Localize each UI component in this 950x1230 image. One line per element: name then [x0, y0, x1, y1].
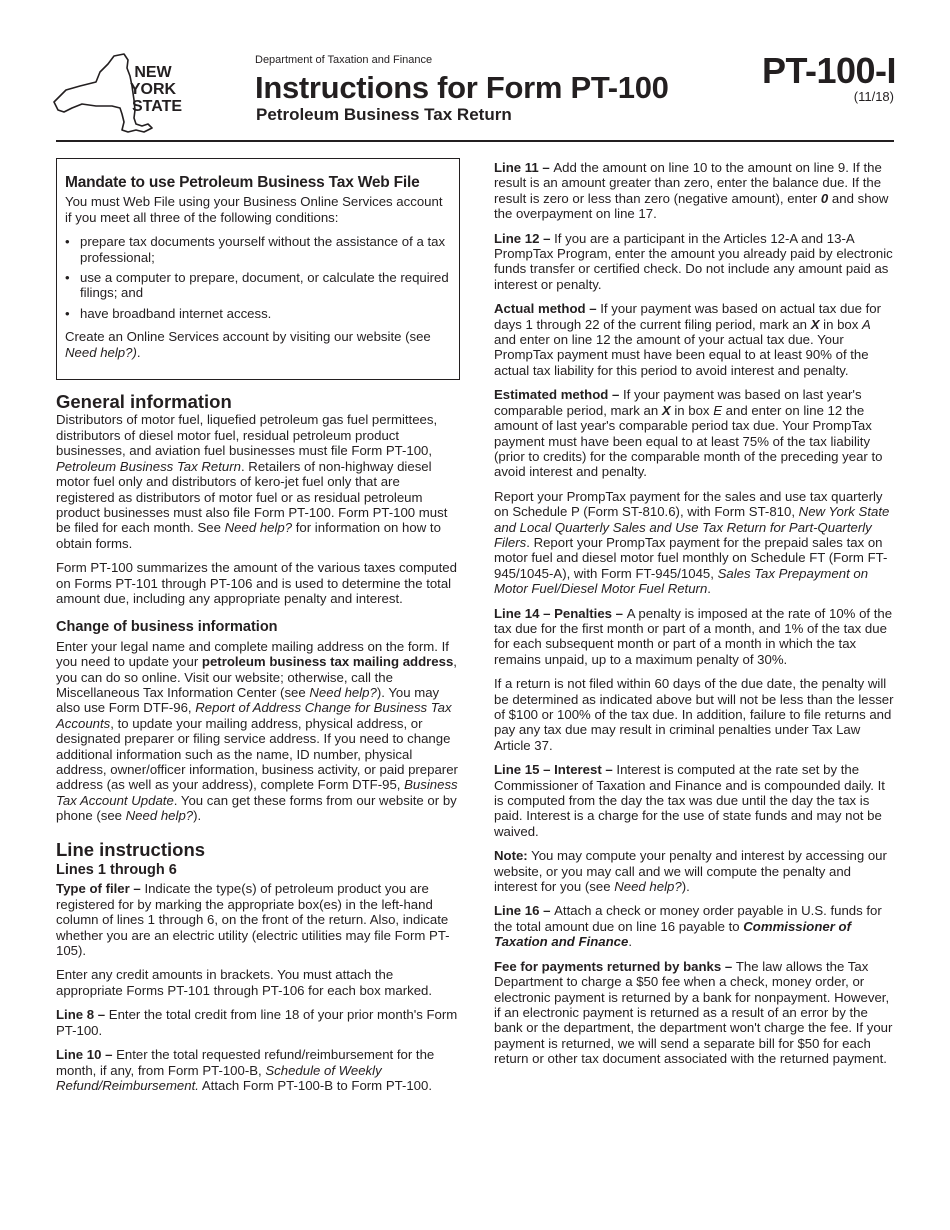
text-run: Indicate the type(s) of petroleum product you are registered for by marking the appropriate box(es) in the left-hand column of lines 1 through 6, on the front of the return. Also, indicate whether you are an electric utility (electric utilities may file Form PT-105).: [56, 881, 450, 959]
form-title-ref: Report of Address Change for Business Tax Accounts: [56, 700, 452, 731]
text-run: Enter the total credit from line 18 of your prior month's Form PT-100.: [56, 1007, 458, 1038]
text-run: You may compute your penalty and interest by accessing our website, or you may call and we will compute the penalty and interest for you (see: [494, 848, 887, 895]
right-column: [494, 160, 896, 1076]
line-14-paragraph: [494, 606, 896, 668]
x-mark: X: [810, 316, 820, 332]
bold-run: Type of filer –: [56, 881, 145, 897]
department-name: Department of Taxation and Finance: [255, 54, 433, 66]
text-run: in box: [670, 402, 714, 418]
bold-run: Actual method –: [494, 301, 601, 317]
text-run: If your payment was based on last year's comparable period, mark an: [494, 387, 862, 418]
bold-run: Line 15 – Interest –: [494, 762, 617, 778]
form-title-ref: Petroleum Business Tax Return: [56, 458, 241, 474]
report-promptax-paragraph: [494, 489, 896, 597]
bold-run: Line 14 – Penalties –: [494, 605, 627, 621]
change-business-heading: Change of business information: [56, 619, 278, 636]
text-run: , to update your mailing address, physical address, or designated preparer or filing service address. If you need to change additional information such as the name, ID number, physical address, owner/officer information, business activity, or paid preparer address (as well as your address), complete Form DTF-95,: [56, 715, 458, 793]
box-letter: A: [862, 316, 871, 332]
new-york-state-logo: [52, 52, 188, 134]
page-title: Instructions for Form PT-100: [255, 70, 669, 105]
text-run: Enter your legal name and complete mailing address on the form. If you need to update your: [56, 638, 449, 670]
bold-run: Line 12 –: [494, 230, 555, 246]
need-help-reference: Need help?: [614, 879, 682, 895]
mandate-conditions-list: [65, 234, 451, 321]
line-12-paragraph: [494, 231, 896, 293]
text-run: , you can do so online. Visit our website; otherwise, call the Miscellaneous Tax Information Center (see: [56, 654, 457, 700]
line-15-paragraph: [494, 762, 896, 839]
mandate-box: [56, 158, 460, 380]
line-11-paragraph: [494, 160, 896, 222]
type-of-filer-paragraph: [56, 881, 460, 958]
text-run: Enter the total requested refund/reimbursement for the month, if any, from Form PT-100-B,: [56, 1047, 435, 1078]
text-run: The law allows the Tax Department to charge a $50 fee when a check, money order, or electronic payment is returned by a bank for nonpayment. However, if an electronic payment is returned as a result of an error by the bank or the department, the department won't charge the fee. If your payment is returned, we will send a separate bill for $50 for each return or other tax document associated with the returned payment.: [494, 958, 893, 1067]
bold-run: Estimated method –: [494, 387, 623, 403]
text-run: Attach a check or money order payable in U.S. funds for the total amount due on line 16 payable to: [494, 903, 882, 934]
estimated-method-paragraph: [494, 387, 896, 479]
actual-method-paragraph: [494, 301, 896, 378]
general-info-paragraph: [56, 412, 460, 551]
line-16-paragraph: [494, 903, 896, 949]
mandate-closing: [65, 329, 451, 360]
list-item: • use a computer to prepare, document, or calculate the required filings; and: [65, 270, 451, 301]
text-run: ). You may also use Form DTF-96,: [56, 684, 440, 716]
credit-amounts-paragraph: Enter any credit amounts in brackets. You must attach the appropriate Forms PT-101 through PT-106 for each box marked.: [56, 967, 433, 998]
text-run: Attach Form PT-100-B to Form PT-100.: [198, 1077, 432, 1093]
text-run: . Retailers of non-highway diesel motor fuel only and distributors of kero-jet fuel only that are registered as distributors of motor fuel or as residual petroleum product businesses must also file Form PT-100. Form PT-100 must be filed for each month. See: [56, 458, 448, 536]
late-filing-paragraph: If a return is not filed within 60 days of the due date, the penalty will be determined as indicated above but will not be less than the lesser of $100 or 100% of the tax due. In addition, failure to file returns and pay any tax due may result in criminal penalties under Tax Law Article 37.: [494, 676, 894, 753]
mandate-intro: You must Web File using your Business Online Services account if you meet all three of the following conditions:: [65, 194, 443, 225]
text-run: Interest is computed at the rate set by the Commissioner of Taxation and Finance and is compounded daily. It is computed from the day the tax was due until the day the tax is paid. Interest is a charge for the use of state funds and may not be waived.: [494, 762, 885, 839]
text-run: ).: [681, 879, 690, 895]
general-info-paragraph: Form PT-100 summarizes the amount of the various taxes computed on Forms PT-101 through PT-106 and is used to determine the total amount due, including any appropriate penalty and interest.: [56, 560, 457, 606]
text-run: for information on how to obtain forms.: [56, 520, 441, 551]
bold-run: Note:: [494, 848, 528, 864]
text-run: . You can get these forms from our website or by phone (see: [56, 792, 457, 824]
page-subtitle: Petroleum Business Tax Return: [256, 105, 512, 124]
bold-run: Fee for payments returned by banks –: [494, 958, 736, 974]
text-run: If you are a participant in the Articles 12-A and 13-A PrompTax Program, enter the amount you already paid by electronic funds transfer or certified check. Do not include any amount paid as interest or penalty.: [494, 230, 893, 292]
form-title-ref: Schedule of Weekly Refund/Reimbursement.: [56, 1062, 382, 1093]
text-run: and show the overpayment on line 17.: [494, 190, 889, 222]
text-run: A penalty is imposed at the rate of 10% of the tax due for the first month or part of a month, and 1% of the tax due for each subsequent month or part of a month in which the tax remains unpaid, up to a maximum penalty of 30%.: [494, 605, 893, 667]
need-help-reference: Need help?: [224, 520, 293, 536]
note-paragraph: [494, 848, 896, 894]
lines-1-6-heading: Lines 1 through 6: [56, 862, 177, 879]
bold-run: petroleum business tax mailing address: [201, 654, 454, 670]
logo-text-new: NEW: [134, 64, 172, 81]
form-title-ref: Sales Tax Prepayment on Motor Fuel/Diesel Motor Fuel Return: [494, 565, 869, 597]
text-run: .: [628, 934, 633, 950]
need-help-reference: Need help?: [125, 808, 194, 824]
left-column: [56, 158, 460, 1102]
bold-run: Line 11 –: [494, 160, 554, 175]
payee-name: Commissioner of Taxation and Finance: [494, 918, 851, 950]
box-letter: E: [713, 402, 722, 418]
line-8-paragraph: [56, 1007, 460, 1038]
text-run: and enter on line 12 the amount of last year's comparable period tax due. Your PrompTax payment must have been equal to at least 75% of the tax liability (prior to credits) for the comparable month of the preceding year to avoid interest and penalty.: [494, 402, 883, 480]
line-instructions-heading: Line instructions: [56, 838, 206, 860]
logo-text-state: STATE: [131, 98, 183, 115]
list-item: • have broadband internet access.: [65, 306, 451, 321]
form-revision-date: (11/18): [853, 89, 894, 104]
text-run: Distributors of motor fuel, liquefied petroleum gas fuel permittees, distributors of diesel motor fuel, residual petroleum product businesses, and aviation fuel businesses must file Form PT-100,: [56, 412, 438, 459]
form-number: PT-100-I: [761, 50, 896, 91]
text-run: .: [136, 344, 141, 360]
text-run: and enter on line 12 the amount of your actual tax due. Your PrompTax payment must have been equal to at least 90% of the actual tax liability for this period to avoid interest and penalty.: [494, 332, 869, 378]
text-run: Create an Online Services account by visiting our website (see: [65, 329, 431, 345]
mandate-title: Mandate to use Petroleum Business Tax Web File: [65, 174, 420, 191]
bold-run: Line 16 –: [494, 903, 555, 919]
list-item: • prepare tax documents yourself without the assistance of a tax professional;: [65, 234, 451, 265]
returned-payment-fee-paragraph: [494, 959, 896, 1067]
need-help-reference: Need help?: [309, 684, 377, 700]
text-run: . Report your PrompTax payment for the prepaid sales tax on motor fuel and diesel motor fuel monthly on Schedule FT (Form FT-945/1045-A), with Form FT-945/1045,: [494, 534, 888, 581]
general-info-heading: General information: [56, 391, 232, 413]
need-help-reference: Need help?): [65, 344, 137, 360]
x-mark: X: [661, 402, 671, 418]
text-run: .: [707, 581, 711, 597]
bold-run: [662, 403, 671, 418]
text-run: in box: [819, 316, 863, 332]
text-run: Report your PrompTax payment for the sales and use tax quarterly on Schedule P (Form ST-810.6), with Form ST-810,: [494, 488, 883, 520]
change-business-paragraph: [56, 639, 460, 824]
logo-text-york: YORK: [129, 81, 177, 98]
header-divider: [56, 140, 894, 142]
text-run: If your payment was based on actual tax due for days 1 through 22 of the current filing period, mark an: [494, 301, 882, 332]
form-title-ref: Business Tax Account Update: [56, 777, 458, 808]
line-10-paragraph: [56, 1047, 460, 1093]
bold-run: Line 8 –: [56, 1007, 109, 1023]
text-run: ).: [193, 808, 202, 824]
zero-value: 0: [820, 190, 829, 206]
form-title-ref: New York State and Local Quarterly Sales and Use Tax Return for Part-Quarterly Filers: [494, 504, 890, 550]
text-run: Add the amount on line 10 to the amount on line 9. If the result is an amount greater than zero, enter the balance due. If the result is zero or less than zero (negative amount), enter: [494, 160, 882, 206]
bold-run: Line 10 –: [56, 1047, 117, 1063]
